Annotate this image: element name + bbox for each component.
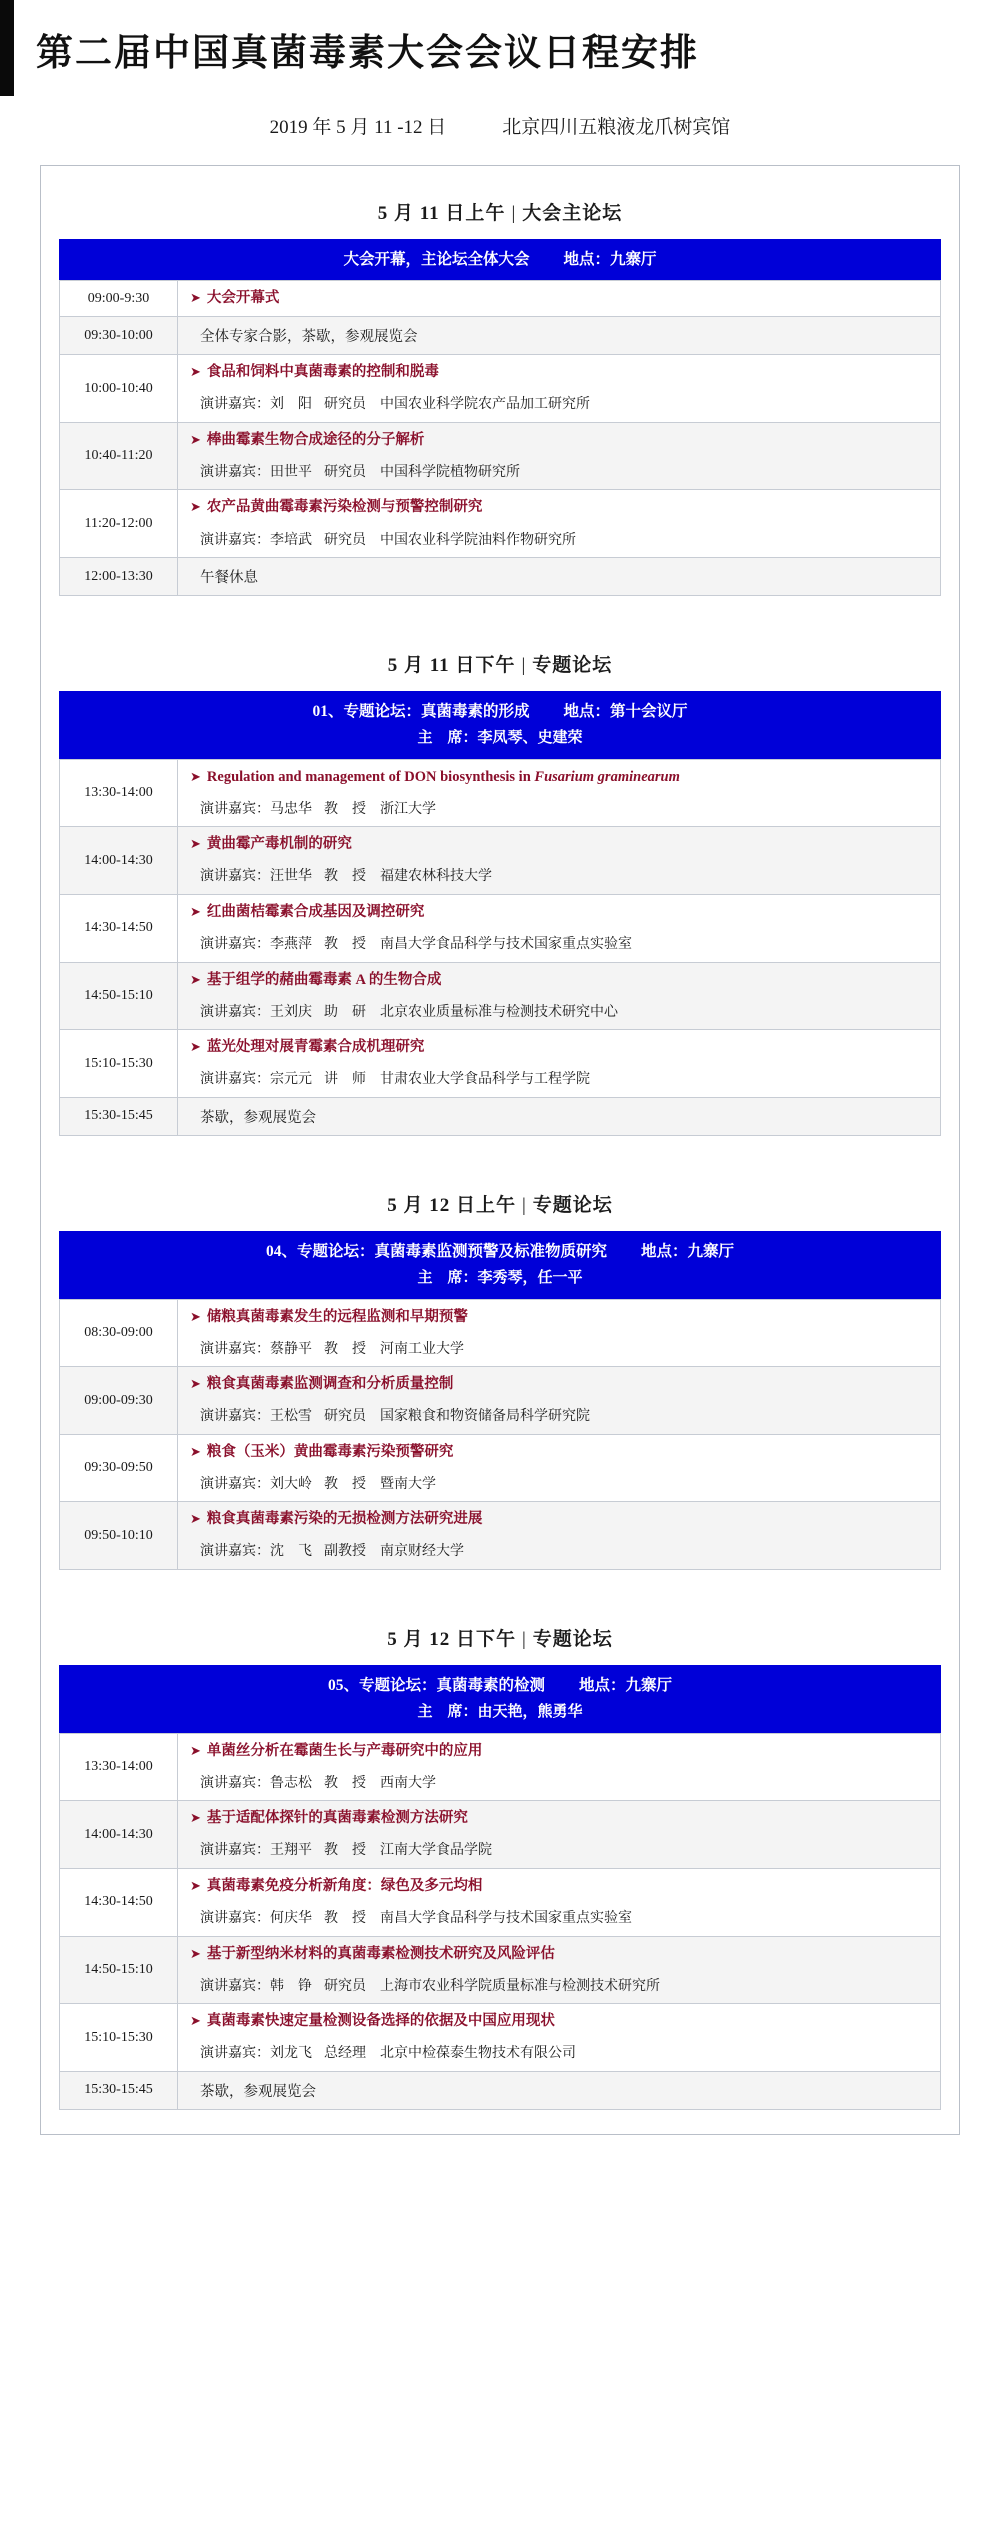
speaker-name: 蔡静平 xyxy=(270,1341,312,1357)
section-gap xyxy=(59,596,941,630)
session-time: 09:30-09:50 xyxy=(60,1434,178,1502)
section-heading-date: 5 月 11 日上午 xyxy=(377,203,506,224)
speaker-label: 演讲嘉宾： xyxy=(200,937,270,953)
speaker-name: 田世平 xyxy=(270,464,312,480)
section-heading-separator: | xyxy=(521,655,527,677)
session-detail xyxy=(178,1367,941,1435)
table-row xyxy=(60,759,941,827)
session-topic: 储粮真菌毒素发生的远程监测和早期预警 xyxy=(206,1308,468,1325)
section-heading xyxy=(59,1172,941,1231)
speaker-affiliation: 南京财经大学 xyxy=(380,1544,464,1560)
table-row xyxy=(60,2071,941,2109)
session-detail xyxy=(178,827,941,895)
session-time: 14:50-15:10 xyxy=(60,962,178,1030)
table-row xyxy=(60,1502,941,1570)
speaker-rank: 教 授 xyxy=(324,1911,366,1927)
speaker-name: 宗元元 xyxy=(270,1072,312,1088)
session-detail xyxy=(178,1299,941,1367)
session-detail xyxy=(178,1801,941,1869)
bullet-arrow-icon: ➤ xyxy=(190,1810,201,1826)
session-detail xyxy=(178,1936,941,2004)
speaker-affiliation: 南昌大学食品科学与技术国家重点实验室 xyxy=(380,1911,632,1927)
bullet-arrow-icon: ➤ xyxy=(190,2013,201,2029)
table-row xyxy=(60,2004,941,2072)
speaker-line xyxy=(178,1769,940,1801)
bullet-arrow-icon: ➤ xyxy=(190,1039,201,1055)
session-topic: 粮食真菌毒素监测调查和分析质量控制 xyxy=(206,1376,454,1393)
speaker-name: 刘大岭 xyxy=(270,1476,312,1492)
bullet-arrow-icon: ➤ xyxy=(190,1308,201,1324)
speaker-rank: 研究员 xyxy=(324,397,366,413)
session-time: 09:30-10:00 xyxy=(60,317,178,355)
session-detail xyxy=(178,281,941,317)
section-heading xyxy=(59,180,941,239)
session-detail xyxy=(178,558,941,596)
table-row xyxy=(60,558,941,596)
speaker-rank: 教 授 xyxy=(324,1775,366,1791)
session-time: 13:30-14:00 xyxy=(60,759,178,827)
speaker-name: 李培武 xyxy=(270,532,312,548)
event-dates: 2019 年 5 月 11 -12 日 xyxy=(269,117,447,138)
speaker-label: 演讲嘉宾： xyxy=(200,1004,270,1020)
session-note: 午餐休息 xyxy=(200,570,258,587)
table-row xyxy=(60,422,941,490)
speaker-name: 韩 铮 xyxy=(270,1978,312,1994)
forum-title: 04、专题论坛：真菌毒素监测预警及标准物质研究 xyxy=(265,1242,607,1260)
speaker-affiliation: 福建农林科技大学 xyxy=(380,869,492,885)
section-heading-separator: | xyxy=(511,203,517,224)
section-heading-separator: | xyxy=(521,1194,527,1216)
speaker-rank: 研究员 xyxy=(324,1978,366,1994)
section-heading xyxy=(59,632,941,691)
session-detail xyxy=(178,422,941,490)
session-note: 全体专家合影，茶歇，参观展览会 xyxy=(200,329,418,346)
schedule-table xyxy=(59,1733,941,2110)
speaker-label: 演讲嘉宾： xyxy=(200,532,270,548)
session-time: 09:00-09:30 xyxy=(60,1367,178,1435)
table-row xyxy=(60,1367,941,1435)
speaker-rank: 教 授 xyxy=(324,1341,366,1357)
speaker-affiliation: 中国农业科学院农产品加工研究所 xyxy=(380,397,590,413)
speaker-label: 演讲嘉宾： xyxy=(200,464,270,480)
session-topic: 真菌毒素免疫分析新角度：绿色及多元均相 xyxy=(206,1878,483,1895)
speaker-label: 演讲嘉宾： xyxy=(200,1978,270,1994)
bullet-arrow-icon: ➤ xyxy=(190,431,201,447)
speaker-affiliation: 暨南大学 xyxy=(380,1476,436,1492)
speaker-rank: 教 授 xyxy=(324,1476,366,1492)
session-detail xyxy=(178,759,941,827)
speaker-line xyxy=(178,930,940,962)
speaker-affiliation: 上海市农业科学院质量标准与检测技术研究所 xyxy=(380,1978,660,1994)
speaker-label: 演讲嘉宾： xyxy=(200,1476,270,1492)
speaker-affiliation: 中国农业科学院油料作物研究所 xyxy=(380,532,576,548)
session-detail xyxy=(178,490,941,558)
session-topic-line xyxy=(178,281,940,316)
session-topic-line xyxy=(178,2004,940,2039)
section-heading-date: 5 月 11 日下午 xyxy=(387,655,516,677)
bullet-arrow-icon: ➤ xyxy=(190,904,201,920)
speaker-line xyxy=(178,2039,940,2071)
schedule-section xyxy=(59,1606,941,2110)
session-topic-line xyxy=(178,1300,940,1335)
session-topic: 基于组学的赭曲霉毒素 A 的生物合成 xyxy=(206,971,442,988)
speaker-label: 演讲嘉宾： xyxy=(200,2046,270,2062)
session-detail xyxy=(178,1869,941,1937)
speaker-line xyxy=(178,1972,940,2004)
section-heading-date: 5 月 12 日上午 xyxy=(387,1194,516,1216)
session-topic-line xyxy=(178,355,940,390)
speaker-label: 演讲嘉宾： xyxy=(200,869,270,885)
speaker-label: 演讲嘉宾： xyxy=(200,397,270,413)
speaker-rank: 助 研 xyxy=(324,1004,366,1020)
forum-place: 地点：九寨厅 xyxy=(579,1677,673,1695)
event-venue: 北京四川五粮液龙爪树宾馆 xyxy=(502,117,731,138)
session-time: 10:40-11:20 xyxy=(60,422,178,490)
speaker-line xyxy=(178,458,940,490)
section-gap xyxy=(59,1136,941,1170)
speaker-rank: 研究员 xyxy=(324,1409,366,1425)
session-topic: 粮食真菌毒素污染的无损检测方法研究进展 xyxy=(206,1511,483,1528)
session-detail xyxy=(178,1434,941,1502)
speaker-affiliation: 江南大学食品学院 xyxy=(380,1843,492,1859)
session-time: 14:50-15:10 xyxy=(60,1936,178,2004)
speaker-rank: 总经理 xyxy=(324,2046,366,2062)
session-detail xyxy=(178,1733,941,1801)
speaker-line xyxy=(178,1402,940,1434)
session-topic: 棒曲霉素生物合成途径的分子解析 xyxy=(206,431,425,448)
session-topic: 粮食（玉米）黄曲霉毒素污染预警研究 xyxy=(206,1443,454,1460)
bullet-arrow-icon: ➤ xyxy=(190,768,201,784)
session-time: 12:00-13:30 xyxy=(60,558,178,596)
bullet-arrow-icon: ➤ xyxy=(190,1376,201,1392)
session-time: 13:30-14:00 xyxy=(60,1733,178,1801)
speaker-name: 刘龙飞 xyxy=(270,2046,312,2062)
session-topic: 红曲菌桔霉素合成基因及调控研究 xyxy=(206,904,425,921)
section-heading xyxy=(59,1606,941,1665)
speaker-line xyxy=(178,1335,940,1367)
session-time: 08:30-09:00 xyxy=(60,1299,178,1367)
session-topic: 单菌丝分析在霉菌生长与产毒研究中的应用 xyxy=(206,1742,483,1759)
session-topic: 基于新型纳米材料的真菌毒素检测技术研究及风险评估 xyxy=(206,1945,555,1962)
bullet-arrow-icon: ➤ xyxy=(190,1878,201,1894)
session-topic: 蓝光处理对展青霉素合成机理研究 xyxy=(206,1039,425,1056)
speaker-rank: 教 授 xyxy=(324,1843,366,1859)
speaker-affiliation: 北京农业质量标准与检测技术研究中心 xyxy=(380,1004,618,1020)
session-topic-line xyxy=(178,963,940,998)
forum-place: 地点：九寨厅 xyxy=(641,1242,735,1260)
table-row xyxy=(60,317,941,355)
session-detail xyxy=(178,2071,941,2109)
session-note: 茶歇，参观展览会 xyxy=(200,1109,316,1126)
speaker-affiliation: 南昌大学食品科学与技术国家重点实验室 xyxy=(380,937,632,953)
table-row xyxy=(60,1434,941,1502)
session-time: 14:30-14:50 xyxy=(60,1869,178,1937)
table-row xyxy=(60,1869,941,1937)
speaker-line xyxy=(178,390,940,422)
table-row xyxy=(60,962,941,1030)
session-topic-line xyxy=(178,490,940,525)
session-topic-line xyxy=(178,1502,940,1537)
page-title: 第二届中国真菌毒素大会会议日程安排 xyxy=(36,33,699,74)
bullet-arrow-icon: ➤ xyxy=(190,499,201,515)
table-row xyxy=(60,827,941,895)
table-row xyxy=(60,1299,941,1367)
speaker-line xyxy=(178,1836,940,1868)
table-row xyxy=(60,355,941,423)
forum-title: 01、专题论坛：真菌毒素的形成 xyxy=(312,703,530,721)
section-gap xyxy=(59,1570,941,1604)
speaker-line xyxy=(178,862,940,894)
speaker-label: 演讲嘉宾： xyxy=(200,1775,270,1791)
forum-chair: 主 席：李秀琴，任一平 xyxy=(417,1270,583,1287)
session-topic-line xyxy=(178,1435,940,1470)
forum-header-bar xyxy=(59,239,941,280)
speaker-label: 演讲嘉宾： xyxy=(200,1409,270,1425)
session-detail xyxy=(178,317,941,355)
section-heading-date: 5 月 12 日下午 xyxy=(387,1629,516,1651)
session-topic-line xyxy=(178,1937,940,1972)
table-row xyxy=(60,1097,941,1135)
session-detail xyxy=(178,1097,941,1135)
speaker-label: 演讲嘉宾： xyxy=(200,1544,270,1560)
session-time: 09:50-10:10 xyxy=(60,1502,178,1570)
speaker-affiliation: 西南大学 xyxy=(380,1775,436,1791)
session-time: 14:00-14:30 xyxy=(60,827,178,895)
table-row xyxy=(60,490,941,558)
speaker-line xyxy=(178,1904,940,1936)
speaker-label: 演讲嘉宾： xyxy=(200,1911,270,1927)
speaker-rank: 教 授 xyxy=(324,869,366,885)
speaker-affiliation: 甘肃农业大学食品科学与工程学院 xyxy=(380,1072,590,1088)
speaker-affiliation: 河南工业大学 xyxy=(380,1341,464,1357)
schedule-table xyxy=(59,1299,941,1570)
speaker-rank: 副教授 xyxy=(324,1544,366,1560)
speaker-affiliation: 北京中检葆泰生物技术有限公司 xyxy=(380,2046,576,2062)
session-time: 09:00-9:30 xyxy=(60,281,178,317)
session-time: 15:30-15:45 xyxy=(60,1097,178,1135)
speaker-label: 演讲嘉宾： xyxy=(200,1843,270,1859)
schedule-section xyxy=(59,1172,941,1604)
table-row xyxy=(60,895,941,963)
subtitle-row xyxy=(0,96,1000,165)
session-topic-line xyxy=(178,1030,940,1065)
session-topic-line xyxy=(178,1801,940,1836)
section-heading-separator: | xyxy=(521,1629,527,1651)
sections-container xyxy=(59,180,941,2110)
forum-place: 地点：九寨厅 xyxy=(563,251,657,268)
forum-title: 05、专题论坛：真菌毒素的检测 xyxy=(327,1677,545,1695)
speaker-name: 王翔平 xyxy=(270,1843,312,1859)
table-row xyxy=(60,281,941,317)
session-note: 茶歇，参观展览会 xyxy=(200,2083,316,2100)
speaker-rank: 研究员 xyxy=(324,464,366,480)
session-detail xyxy=(178,1502,941,1570)
speaker-label: 演讲嘉宾： xyxy=(200,1341,270,1357)
bullet-arrow-icon: ➤ xyxy=(190,971,201,987)
speaker-affiliation: 浙江大学 xyxy=(380,801,436,817)
speaker-rank: 讲 师 xyxy=(324,1072,366,1088)
speaker-name: 汪世华 xyxy=(270,869,312,885)
session-topic: 真菌毒素快速定量检测设备选择的依据及中国应用现状 xyxy=(206,2013,555,2030)
speaker-affiliation: 中国科学院植物研究所 xyxy=(380,464,520,480)
speaker-line xyxy=(178,1065,940,1097)
session-topic-italic: Fusarium graminearum xyxy=(534,768,680,785)
section-heading-type: 大会主论坛 xyxy=(522,203,623,224)
forum-place: 地点：第十会议厅 xyxy=(563,703,688,721)
section-heading-type: 专题论坛 xyxy=(532,1629,613,1651)
session-detail xyxy=(178,895,941,963)
speaker-name: 李燕萍 xyxy=(270,937,312,953)
session-time: 15:30-15:45 xyxy=(60,2071,178,2109)
speaker-name: 鲁志松 xyxy=(270,1775,312,1791)
table-row xyxy=(60,1801,941,1869)
session-topic: 大会开幕式 xyxy=(206,290,280,307)
speaker-line xyxy=(178,998,940,1030)
speaker-name: 马忠华 xyxy=(270,801,312,817)
bullet-arrow-icon: ➤ xyxy=(190,290,201,306)
forum-chair: 主 席：李凤琴、史建荣 xyxy=(417,730,583,747)
banner-accent-bar xyxy=(0,0,14,96)
forum-title: 大会开幕，主论坛全体大会 xyxy=(343,251,530,268)
schedule-section xyxy=(59,180,941,630)
schedule-table xyxy=(59,759,941,1136)
session-topic: 黄曲霉产毒机制的研究 xyxy=(206,836,352,853)
table-row xyxy=(60,1030,941,1098)
session-topic-line xyxy=(178,895,940,930)
session-topic: Regulation and management of DON biosynthesis in Fusarium graminearum xyxy=(206,768,680,785)
schedule-section xyxy=(59,632,941,1170)
banner xyxy=(0,0,1000,96)
section-heading-type: 专题论坛 xyxy=(532,1194,613,1216)
speaker-rank: 研究员 xyxy=(324,532,366,548)
schedule-frame xyxy=(40,165,960,2135)
bullet-arrow-icon: ➤ xyxy=(190,1945,201,1961)
schedule-table xyxy=(59,280,941,596)
forum-chair: 主 席：由天艳，熊勇华 xyxy=(417,1704,583,1721)
forum-header-bar xyxy=(59,1665,941,1733)
bullet-arrow-icon: ➤ xyxy=(190,364,201,380)
speaker-line xyxy=(178,526,940,558)
session-topic-line xyxy=(178,423,940,458)
speaker-name: 何庆华 xyxy=(270,1911,312,1927)
speaker-name: 王刘庆 xyxy=(270,1004,312,1020)
table-row xyxy=(60,1936,941,2004)
session-detail xyxy=(178,355,941,423)
speaker-line xyxy=(178,795,940,827)
speaker-rank: 教 授 xyxy=(324,801,366,817)
session-time: 11:20-12:00 xyxy=(60,490,178,558)
bullet-arrow-icon: ➤ xyxy=(190,1511,201,1527)
session-time: 14:30-14:50 xyxy=(60,895,178,963)
session-topic: 食品和饲料中真菌毒素的控制和脱毒 xyxy=(206,364,439,381)
session-detail xyxy=(178,2004,941,2072)
speaker-affiliation: 国家粮食和物资储备局科学研究院 xyxy=(380,1409,590,1425)
speaker-rank: 教 授 xyxy=(324,937,366,953)
forum-header-bar xyxy=(59,1231,941,1299)
session-topic: 基于适配体探针的真菌毒素检测方法研究 xyxy=(206,1810,468,1827)
bullet-arrow-icon: ➤ xyxy=(190,1443,201,1459)
speaker-label: 演讲嘉宾： xyxy=(200,801,270,817)
bullet-arrow-icon: ➤ xyxy=(190,836,201,852)
bullet-arrow-icon: ➤ xyxy=(190,1742,201,1758)
speaker-line xyxy=(178,1537,940,1569)
speaker-name: 沈 飞 xyxy=(270,1544,312,1560)
session-topic: 农产品黄曲霉毒素污染检测与预警控制研究 xyxy=(206,499,483,516)
session-time: 15:10-15:30 xyxy=(60,2004,178,2072)
speaker-label: 演讲嘉宾： xyxy=(200,1072,270,1088)
session-detail xyxy=(178,1030,941,1098)
table-row xyxy=(60,1733,941,1801)
session-topic-line xyxy=(178,1367,940,1402)
forum-header-bar xyxy=(59,691,941,759)
session-topic-line xyxy=(178,827,940,862)
session-detail xyxy=(178,962,941,1030)
speaker-name: 刘 阳 xyxy=(270,397,312,413)
session-topic-line xyxy=(178,1869,940,1904)
session-time: 10:00-10:40 xyxy=(60,355,178,423)
session-time: 15:10-15:30 xyxy=(60,1030,178,1098)
session-time: 14:00-14:30 xyxy=(60,1801,178,1869)
session-topic-line xyxy=(178,760,940,795)
section-heading-type: 专题论坛 xyxy=(532,655,613,677)
session-topic-line xyxy=(178,1734,940,1769)
speaker-name: 王松雪 xyxy=(270,1409,312,1425)
speaker-line xyxy=(178,1470,940,1502)
